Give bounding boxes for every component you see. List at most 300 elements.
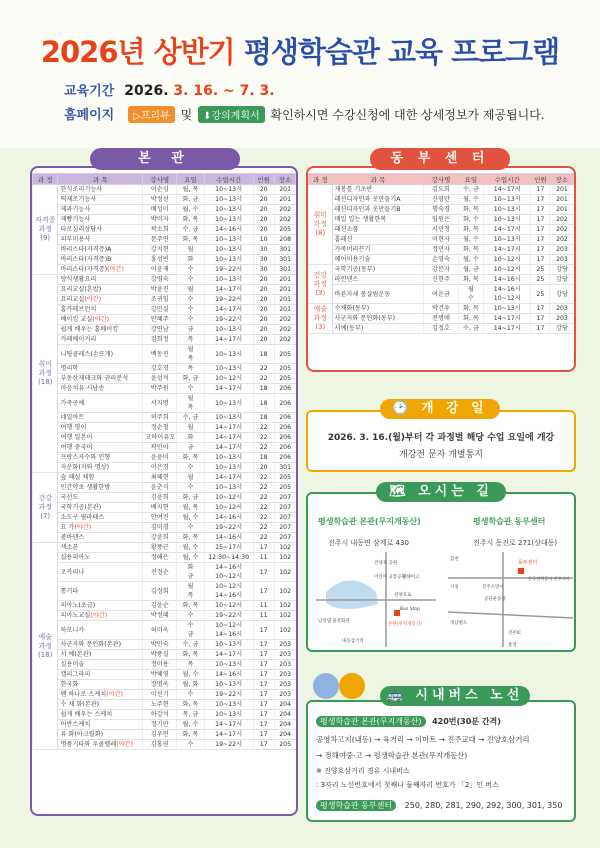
table-row	[33, 453, 296, 463]
table-cell: 18	[253, 345, 274, 364]
table-cell: 월 목	[177, 582, 205, 601]
table-cell: 14~17시	[484, 314, 531, 324]
table-cell: 10~12시	[204, 503, 253, 513]
table-cell: 메일 입는 생활한복	[332, 215, 424, 225]
table-cell: 수	[177, 483, 205, 493]
table-cell: 민간약초 생활한방	[58, 483, 143, 493]
homepage-info: 홈페이지 ▷프리뷰 및 ⬇강의계획서 확인하시면 수강신청에 대한 상세정보가 제공됩니다.	[64, 108, 545, 123]
table-cell: 화	[177, 433, 205, 443]
map1-label-2: 경해여고	[402, 575, 420, 580]
table-cell: 조귀임	[143, 295, 177, 305]
table-row	[33, 493, 296, 503]
table-cell: 화, 목	[458, 304, 484, 314]
table-cell: 20	[253, 315, 274, 325]
map1-label-7: Bus Stop	[400, 607, 420, 612]
table-cell: 17	[531, 324, 550, 334]
table-row	[309, 304, 574, 314]
table-cell: 강지현	[143, 245, 177, 255]
table-cell: 국선도	[58, 493, 143, 503]
table-cell: 목	[177, 335, 205, 345]
table-cell: 박민숙	[143, 640, 177, 650]
table-row	[33, 364, 296, 374]
table-cell: 통기타	[58, 582, 143, 601]
table-cell: 문주연	[143, 235, 177, 245]
table-row	[33, 740, 296, 750]
table-cell: 10~13시	[204, 640, 253, 650]
table-cell: 19~22시	[204, 315, 253, 325]
group-label: 예술 과정 (18)	[33, 543, 58, 750]
table-cell: 204	[274, 720, 295, 730]
table-cell: 10~13시	[204, 245, 253, 255]
table-cell: 14~17시	[204, 730, 253, 740]
table-cell: 사군자와 문인화(동부)	[332, 314, 424, 324]
table-cell: 화, 목	[458, 225, 484, 235]
table-cell: 화, 목	[177, 533, 205, 543]
table-cell: 줌바댄스	[58, 533, 143, 543]
table-cell: 203	[550, 255, 574, 265]
table-cell: 수, 금	[177, 640, 205, 650]
table-cell: 19~22시	[204, 690, 253, 700]
table-cell: 곽소희	[143, 225, 177, 235]
table-cell: 가죽공예	[58, 394, 143, 413]
table-cell: 204	[274, 730, 295, 740]
col-header: 과 정	[309, 174, 333, 185]
table-cell: 하강석	[143, 710, 177, 720]
table-cell: 14~16시	[204, 670, 253, 680]
table-cell: 201	[274, 275, 295, 285]
table-row	[33, 690, 296, 700]
table-cell: 102	[274, 553, 295, 563]
map-main	[316, 552, 441, 647]
table-row	[33, 473, 296, 483]
table-row	[309, 255, 574, 265]
table-row	[309, 185, 574, 195]
table-cell: 수채화(동부)	[332, 304, 424, 314]
table-cell: 10~13시	[204, 680, 253, 690]
table-cell: 10	[253, 235, 274, 245]
table-cell: 윤윤미	[143, 453, 177, 463]
east-table	[308, 173, 574, 334]
table-cell: 김윤순	[143, 601, 177, 611]
table-cell: 10~13시	[204, 215, 253, 225]
bus-line1: 공영차고지(내동) → 육거리 → 이마트 → 진주교대 → 진양호삼거리	[316, 735, 530, 744]
bus-main-label: 평생학습관 본관(무지개동산) 420번(30분 간격)	[316, 716, 501, 727]
table-cell: 안혜주	[143, 315, 177, 325]
table-cell: 18	[253, 394, 274, 413]
map2-label-7: 진주IC	[508, 631, 522, 636]
table-cell: 박정혜	[143, 611, 177, 621]
table-cell: 206	[274, 423, 295, 433]
route-main-addr: 진주시 내동면 삼계로 430	[328, 539, 409, 547]
table-cell: 소도구 필라테스	[58, 513, 143, 523]
table-cell: 20	[253, 335, 274, 345]
table-cell: 202	[274, 325, 295, 335]
table-cell: 박윤진	[143, 285, 177, 295]
table-cell: 202	[274, 315, 295, 325]
col-header: 장소	[550, 174, 574, 185]
table-cell: 화, 목	[177, 235, 205, 245]
table-cell: 화, 목	[177, 700, 205, 710]
table-cell: 화, 금	[177, 374, 205, 384]
table-cell: 20	[253, 275, 274, 285]
table-cell: 홈카페브런치	[58, 305, 143, 315]
table-cell: 양식생활요리	[58, 275, 143, 285]
table-cell: 208	[274, 235, 295, 245]
table-cell: 서예(동부)	[332, 324, 424, 334]
table-cell: 월	[177, 473, 205, 483]
table-cell: 205	[274, 225, 295, 235]
bus-line2: → 경해여중·고 → 평생학습관 본관(무지개동산)	[316, 751, 468, 760]
table-cell: 화, 목	[458, 314, 484, 324]
table-cell: 월, 목	[177, 185, 205, 195]
table-cell: 화, 목	[177, 601, 205, 611]
table-cell: 22	[253, 423, 274, 433]
table-cell: 김우연	[143, 730, 177, 740]
table-cell: 수	[177, 305, 205, 315]
table-cell: 쉽게 배우는 스케치	[58, 710, 143, 720]
table-cell: 피아노(초급)	[58, 601, 143, 611]
table-row	[309, 205, 574, 215]
table-cell: 17	[253, 563, 274, 582]
table-cell: 14~17시	[204, 423, 253, 433]
table-cell: 30	[253, 265, 274, 275]
table-cell: 30	[253, 255, 274, 265]
table-cell: 금	[177, 443, 205, 453]
col-header: 인원	[253, 174, 274, 185]
table-cell: 제빵기능사	[58, 215, 143, 225]
col-header: 요일	[458, 174, 484, 185]
map1-label-1: 어린이 교통공원	[374, 575, 406, 580]
table-row	[33, 553, 296, 563]
opening-line1: 2026. 3. 16.(월)부터 각 과정별 해당 수업 요일에 개강	[327, 433, 555, 443]
route-tab: 🗺 오시는 길	[376, 482, 506, 502]
table-cell: 14~16시	[484, 275, 531, 285]
table-cell: 윤성석	[143, 374, 177, 384]
table-cell: 배성미	[143, 205, 177, 215]
table-cell: 10~13시	[204, 364, 253, 374]
table-cell: 명리학	[58, 364, 143, 374]
group-label: 건강 과정 (7)	[33, 473, 58, 543]
table-cell: 14~17시	[204, 285, 253, 295]
table-cell: 목	[177, 364, 205, 374]
table-row	[33, 285, 296, 295]
group-label: 건강 과정 (3)	[309, 265, 333, 304]
table-cell: 수	[177, 690, 205, 700]
table-cell: 수	[177, 275, 205, 285]
table-cell: 자운화(자와 명상)	[58, 463, 143, 473]
table-cell: 라인댄스	[332, 275, 424, 285]
route-box	[306, 492, 576, 652]
table-cell: 19~22시	[204, 265, 253, 275]
table-cell: 10~12시 14~16시	[204, 621, 253, 640]
table-cell: 패션소품	[332, 225, 424, 235]
table-cell: 정순철	[143, 423, 177, 433]
table-cell: 14~17시	[204, 433, 253, 443]
table-cell: 요리교실(야간)	[58, 295, 143, 305]
table-cell: 수	[177, 611, 205, 621]
table-cell: 206	[274, 443, 295, 453]
table-cell: 행숙경	[424, 205, 458, 215]
table-row	[309, 285, 574, 304]
table-cell: 월 수	[458, 285, 484, 304]
table-row	[33, 195, 296, 205]
table-cell: 10~13시	[204, 325, 253, 335]
table-cell: 10~13시	[204, 660, 253, 670]
table-cell: 22	[253, 533, 274, 543]
table-cell: 22	[253, 513, 274, 523]
table-cell: 월, 수	[177, 205, 205, 215]
table-cell: 화, 목	[458, 205, 484, 215]
table-cell: 서지명	[143, 394, 177, 413]
table-cell: 10~12시	[204, 493, 253, 503]
table-cell: 바리스타(자격증)B	[58, 255, 143, 265]
table-cell: 12:30~14:30	[204, 553, 253, 563]
table-cell: 102	[274, 601, 295, 611]
table-cell: 화, 목	[177, 453, 205, 463]
table-cell: 월, 금	[458, 265, 484, 275]
table-row	[309, 215, 574, 225]
table-cell: 102	[274, 563, 295, 582]
table-cell: 20	[253, 225, 274, 235]
table-cell: 14~17시	[204, 473, 253, 483]
table-cell: 10~13시	[204, 205, 253, 215]
table-cell: 이순심	[143, 185, 177, 195]
table-cell: 20	[253, 325, 274, 335]
col-header: 과 목	[332, 174, 424, 185]
table-cell: 15~17시	[204, 543, 253, 553]
table-cell: 월, 수	[458, 195, 484, 205]
table-cell: 202	[274, 335, 295, 345]
table-row	[33, 611, 296, 621]
table-cell: 떡제조기능사	[58, 195, 143, 205]
group-label: 취미 과정 (18)	[33, 275, 58, 473]
table-cell: 19~22시	[204, 611, 253, 621]
table-row	[33, 463, 296, 473]
table-cell: 홍성빈	[143, 255, 177, 265]
map1-label-6: 전양호로	[394, 593, 412, 598]
table-cell: 서민정	[424, 225, 458, 235]
table-cell: 204	[274, 710, 295, 720]
table-row	[33, 423, 296, 433]
route-east-addr: 진주시 동진로 271(상대동)	[473, 539, 558, 547]
table-cell: 102	[274, 611, 295, 621]
table-cell: 10~12시	[204, 374, 253, 384]
map-icon: 🗺	[389, 484, 419, 499]
table-cell: 김홍권	[143, 740, 177, 750]
table-cell: 17	[253, 582, 274, 601]
table-cell: 201	[274, 285, 295, 295]
bus-note2: : 3자리 노선번호에서 첫째나 둘째자리 번호가 「2」인 버스	[316, 781, 499, 789]
table-cell: 10~13시	[204, 235, 253, 245]
table-cell: 10~13시	[204, 255, 253, 265]
table-cell: 화	[177, 255, 205, 265]
table-cell: 17	[253, 680, 274, 690]
table-row	[309, 245, 574, 255]
table-row	[33, 621, 296, 640]
table-cell: 월, 수	[177, 513, 205, 523]
table-cell: 17	[531, 245, 550, 255]
table-cell: 10~13시	[204, 463, 253, 473]
table-cell: 17	[253, 660, 274, 670]
table-row	[33, 335, 296, 345]
table-cell: 월, 목	[177, 503, 205, 513]
syllabus-chip[interactable]: ⬇강의계획서	[198, 106, 265, 123]
table-row	[309, 195, 574, 205]
table-cell: 205	[274, 374, 295, 384]
table-cell: 206	[274, 413, 295, 423]
table-cell: 301	[274, 463, 295, 473]
table-cell: 박정선	[143, 195, 177, 205]
table-row	[309, 324, 574, 334]
table-cell: 25	[531, 285, 550, 304]
table-cell: 205	[274, 740, 295, 750]
col-header: 강사명	[424, 174, 458, 185]
col-header: 수업시간	[484, 174, 531, 185]
table-cell: 이현자	[424, 235, 458, 245]
table-cell: 201	[550, 205, 574, 215]
header	[0, 0, 600, 148]
table-cell: 17	[253, 690, 274, 700]
table-cell: 11	[253, 553, 274, 563]
col-header: 장소	[274, 174, 295, 185]
table-cell: 고하이유꼬	[143, 433, 177, 443]
table-cell: 화, 목	[458, 275, 484, 285]
group-label: 취미 과정 (8)	[309, 185, 333, 265]
map2-label-4: 한국전력공사 진주지사	[528, 576, 570, 581]
table-cell: 202	[550, 215, 574, 225]
table-cell: 203	[274, 650, 295, 660]
bus-icon: 🚌	[386, 688, 416, 703]
table-cell: 오카리나	[58, 563, 143, 582]
table-cell: 여행 일본어	[58, 433, 143, 443]
table-cell: 14~16시	[204, 533, 253, 543]
table-cell: 헤어미용기술	[332, 255, 424, 265]
map2-label-0: 합천	[450, 557, 459, 562]
table-cell: 여행 영어	[58, 423, 143, 433]
table-cell: 14~17시	[484, 324, 531, 334]
table-cell: 박건우	[424, 304, 458, 314]
table-cell: 203	[550, 304, 574, 314]
table-cell: 14~16시	[204, 513, 253, 523]
table-cell: 14~17시	[484, 245, 531, 255]
table-row	[33, 205, 296, 215]
table-cell: 204	[274, 700, 295, 710]
table-cell: 301	[274, 245, 295, 255]
east-panel	[306, 166, 576, 372]
table-cell: 화, 금	[177, 195, 205, 205]
table-cell: 17	[531, 205, 550, 215]
map2-label-8: 통영	[508, 643, 517, 647]
table-cell: 20	[253, 215, 274, 225]
table-cell: 화, 목	[177, 730, 205, 740]
table-cell: 207	[274, 493, 295, 503]
table-cell: 수	[177, 463, 205, 473]
table-cell: 17	[253, 740, 274, 750]
table-cell: 화, 목	[177, 215, 205, 225]
table-cell: 한식조리기능사	[58, 185, 143, 195]
table-cell: 301	[274, 265, 295, 275]
table-row	[33, 503, 296, 513]
table-cell: 10~13시	[484, 205, 531, 215]
table-cell: 17	[253, 700, 274, 710]
table-row	[33, 235, 296, 245]
table-cell: 한국화	[58, 680, 143, 690]
table-cell: 펜 하나로 스케치(야간)	[58, 690, 143, 700]
table-cell: 네일아트	[58, 413, 143, 423]
table-cell: 월, 수	[177, 543, 205, 553]
table-row	[33, 730, 296, 740]
table-cell: 17	[531, 195, 550, 205]
table-cell: 서 예(본관)	[58, 650, 143, 660]
table-row	[33, 601, 296, 611]
table-cell: 수	[177, 315, 205, 325]
table-cell: 20	[253, 295, 274, 305]
table-cell: 17	[531, 225, 550, 235]
table-cell: 22	[253, 503, 274, 513]
table-cell: 20	[253, 305, 274, 315]
table-cell: 203	[550, 314, 574, 324]
table-cell: 14~17시	[204, 720, 253, 730]
preview-chip[interactable]: ▷프리뷰	[128, 106, 175, 123]
table-cell: 19~22시	[204, 523, 253, 533]
table-cell: 14~17시	[204, 650, 253, 660]
table-cell: 강당	[550, 324, 574, 334]
table-row	[33, 374, 296, 384]
table-cell: 수, 금	[177, 413, 205, 423]
table-cell: 수 금	[177, 621, 205, 640]
table-cell: 22	[253, 483, 274, 493]
table-cell: 14~17시	[204, 305, 253, 315]
table-cell: 패션디자인과 옷만들기A	[332, 195, 424, 205]
table-cell: 박풍실	[143, 650, 177, 660]
table-cell: 황풍근	[143, 543, 177, 553]
table-cell: 201	[274, 295, 295, 305]
table-cell: 102	[274, 543, 295, 553]
table-cell: 14~17시	[204, 335, 253, 345]
table-cell: 17	[531, 215, 550, 225]
table-cell: 207	[274, 513, 295, 523]
table-cell: 재봉틀 기초반	[332, 185, 424, 195]
table-cell: 206	[274, 453, 295, 463]
table-cell: 102	[274, 621, 295, 640]
table-cell: 노주현	[143, 700, 177, 710]
table-cell: 강윤희	[143, 533, 177, 543]
period: 교육기간 2026. 3. 16. ~ 7. 3.	[64, 83, 275, 99]
table-cell: 요리교실(혼밥)	[58, 285, 143, 295]
table-cell: 201	[274, 185, 295, 195]
table-cell: 국학기공(동부)	[332, 265, 424, 275]
table-cell: 203	[550, 245, 574, 255]
table-cell: 배지현	[143, 503, 177, 513]
table-cell: 206	[274, 394, 295, 413]
table-cell: 강문자	[424, 265, 458, 275]
table-cell: 207	[274, 533, 295, 543]
table-cell: 202	[550, 225, 574, 235]
table-cell: 화, 수	[458, 215, 484, 225]
table-cell: 안여진	[143, 513, 177, 523]
table-cell: 국학기공(본관)	[58, 503, 143, 513]
table-row	[309, 265, 574, 275]
table-cell: 타로심리상담사	[58, 225, 143, 235]
table-row	[33, 345, 296, 364]
table-cell: 김도희	[424, 185, 458, 195]
table-row	[33, 670, 296, 680]
table-cell: 실용미술	[58, 660, 143, 670]
clock-icon: 🕑	[392, 401, 421, 416]
table-cell: 14~16시	[204, 225, 253, 235]
table-cell: 화, 목	[177, 650, 205, 660]
table-row	[33, 543, 296, 553]
